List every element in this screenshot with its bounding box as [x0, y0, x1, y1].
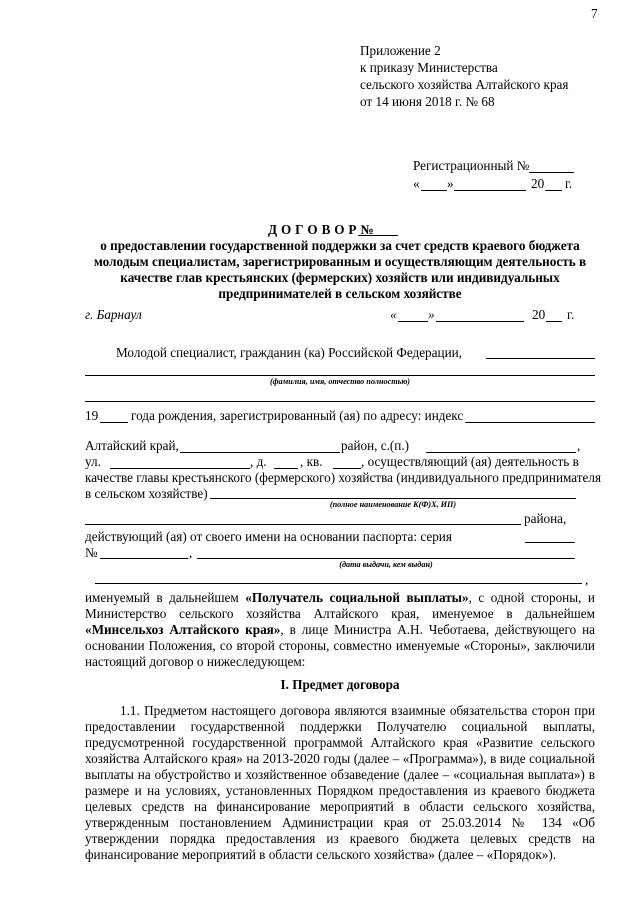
kfh-line: качестве главы крестьянского (фермерского) хозяйства (индивидуального предпринимателя: [85, 470, 602, 485]
district-label: район, с.(п.): [341, 438, 410, 453]
birth-year-prefix: 19: [85, 408, 99, 423]
agri-line: в сельском хозяйстве): [85, 486, 208, 501]
day-field[interactable]: [398, 321, 428, 322]
passport-series-field[interactable]: [525, 542, 575, 543]
title-sub-4: предпринимателей в сельском хозяйстве: [218, 286, 462, 301]
registration-number-field[interactable]: [529, 172, 574, 173]
section-1-line: утверждении порядка предоставления из краевого бюджета целевых средств на: [85, 831, 595, 846]
contract-number-field[interactable]: [358, 235, 398, 236]
apt-field[interactable]: [333, 468, 361, 469]
specialist-name-field-2[interactable]: [85, 375, 595, 376]
section-1-line: финансирование мероприятий в области сельского хозяйства» (далее – «Порядок»).: [85, 847, 557, 862]
passport-issued-field-1[interactable]: [197, 558, 575, 559]
specialist-name-field-1[interactable]: [486, 358, 595, 359]
date-open: «: [390, 307, 397, 322]
settlement-field[interactable]: [426, 452, 576, 453]
apt-label: , кв.: [300, 454, 323, 469]
section-1-line: утвержденным постановлением Администрации края от 25.03.2014 № 134 «Об: [85, 815, 595, 830]
contract-title: Д О Г О В О Р №: [268, 222, 374, 237]
registration-month-field[interactable]: [454, 190, 526, 191]
house-label: , д.: [250, 454, 267, 469]
city: г. Барнаул: [85, 307, 142, 322]
annex-line-4: от 14 июня 2018 г. № 68: [360, 94, 495, 109]
annex-line-2: к приказу Министерства: [360, 60, 498, 75]
kfh-name-field-2[interactable]: [85, 524, 521, 525]
birth-year-field[interactable]: [100, 422, 128, 423]
year-prefix: 20: [532, 307, 546, 322]
section-1-line: предоставлении государственной поддержки Получателю социальной выплаты,: [85, 719, 595, 734]
passport-comma: ,: [189, 545, 193, 560]
parties-line-1: именуемый в дальнейшем «Получатель социальной выплаты», с одной стороны, и: [85, 590, 595, 605]
year-suffix: г.: [567, 307, 575, 322]
specialist-name-field-3[interactable]: [85, 401, 595, 402]
parties-line-5: настоящий договор о нижеследующем:: [85, 654, 306, 669]
activity-text: , осуществляющий (ая) деятельность в: [361, 454, 579, 469]
registration-year: 20: [531, 176, 545, 191]
kfh-name-field-1[interactable]: [210, 498, 576, 499]
passport-issued-field-2[interactable]: [95, 583, 582, 584]
annex-line-1: Приложение 2: [360, 43, 441, 58]
passport-num-label: №: [85, 545, 98, 560]
caption-issued: (дата выдачи, кем выдан): [339, 560, 433, 569]
date-close: »: [428, 307, 435, 322]
registration-date-close: »: [447, 176, 454, 191]
settlement-comma: ,: [577, 438, 581, 453]
issued-trail-comma: ,: [585, 572, 589, 587]
index-field[interactable]: [465, 422, 595, 423]
registration-label: Регистрационный №: [413, 158, 530, 173]
section-1-line: предусмотренной государственной программой Алтайского края «Развитие сельского: [85, 735, 595, 750]
region-label: Алтайский край,: [85, 438, 179, 453]
section-1-line: целевых средств на финансирование мероприятий в области сельского хозяйства,: [85, 799, 595, 814]
street-label: ул.: [85, 454, 101, 469]
section-1-line: 1.1. Предметом настоящего договора являются взаимные обязательства сторон при: [120, 703, 595, 718]
passport-number-field[interactable]: [100, 558, 188, 559]
parties-line-2: Министерство сельского хозяйства Алтайского края, именуемое в дальнейшем: [85, 606, 595, 621]
registration-day-field[interactable]: [421, 190, 447, 191]
year-field[interactable]: [546, 321, 562, 322]
passport-line: действующий (ая) от своего имени на основании паспорта: серия: [85, 529, 452, 544]
parties-line-3: «Минсельхоз Алтайского края», в лице Министра А.Н. Чеботаева, действующего на: [85, 622, 595, 637]
registration-year-field[interactable]: [545, 190, 562, 191]
street-field[interactable]: [110, 468, 250, 469]
section-1-line: размере и на условиях, установленных Порядком предоставления из краевого бюджета: [85, 783, 595, 798]
caption-fio: (фамилия, имя, отчество полностью): [269, 377, 411, 386]
title-sub-3: качестве глав крестьянских (фермерских) хозяйств или индивидуальных: [120, 270, 560, 285]
district-end: района,: [524, 511, 567, 526]
title-sub-2: молодым специалистам, зарегистрированным и осуществляющим деятельность в: [93, 254, 587, 269]
house-field[interactable]: [274, 468, 298, 469]
registration-year-suffix: г.: [565, 176, 573, 191]
section-1-heading: I. Предмет договора: [280, 677, 400, 692]
parties-line-4: основании Положения, со второй стороны, совместно именуемые «Стороны», заключили: [85, 638, 595, 653]
section-1-line: выплаты на обустройство и хозяйственное обзаведение (далее – «социальная выплата») в: [85, 767, 595, 782]
district-field[interactable]: [180, 452, 340, 453]
annex-line-3: сельского хозяйства Алтайского края: [360, 77, 569, 92]
month-field[interactable]: [436, 321, 524, 322]
registration-date-open: «: [413, 176, 420, 191]
specialist-intro: Молодой специалист, гражданин (ка) Российской Федерации,: [116, 345, 462, 360]
caption-name: (полное наименование К(Ф)Х, ИП): [329, 500, 457, 509]
section-1-line: хозяйства Алтайского края» на 2013-2020 годы (далее – «Программа»), в виде социальной: [85, 751, 595, 766]
birth-text: года рождения, зарегистрированный (ая) по адресу: индекс: [131, 408, 464, 423]
title-sub-1: о предоставлении государственной поддержки за счет средств краевого бюджета: [100, 238, 580, 253]
page-number: 7: [591, 6, 598, 21]
